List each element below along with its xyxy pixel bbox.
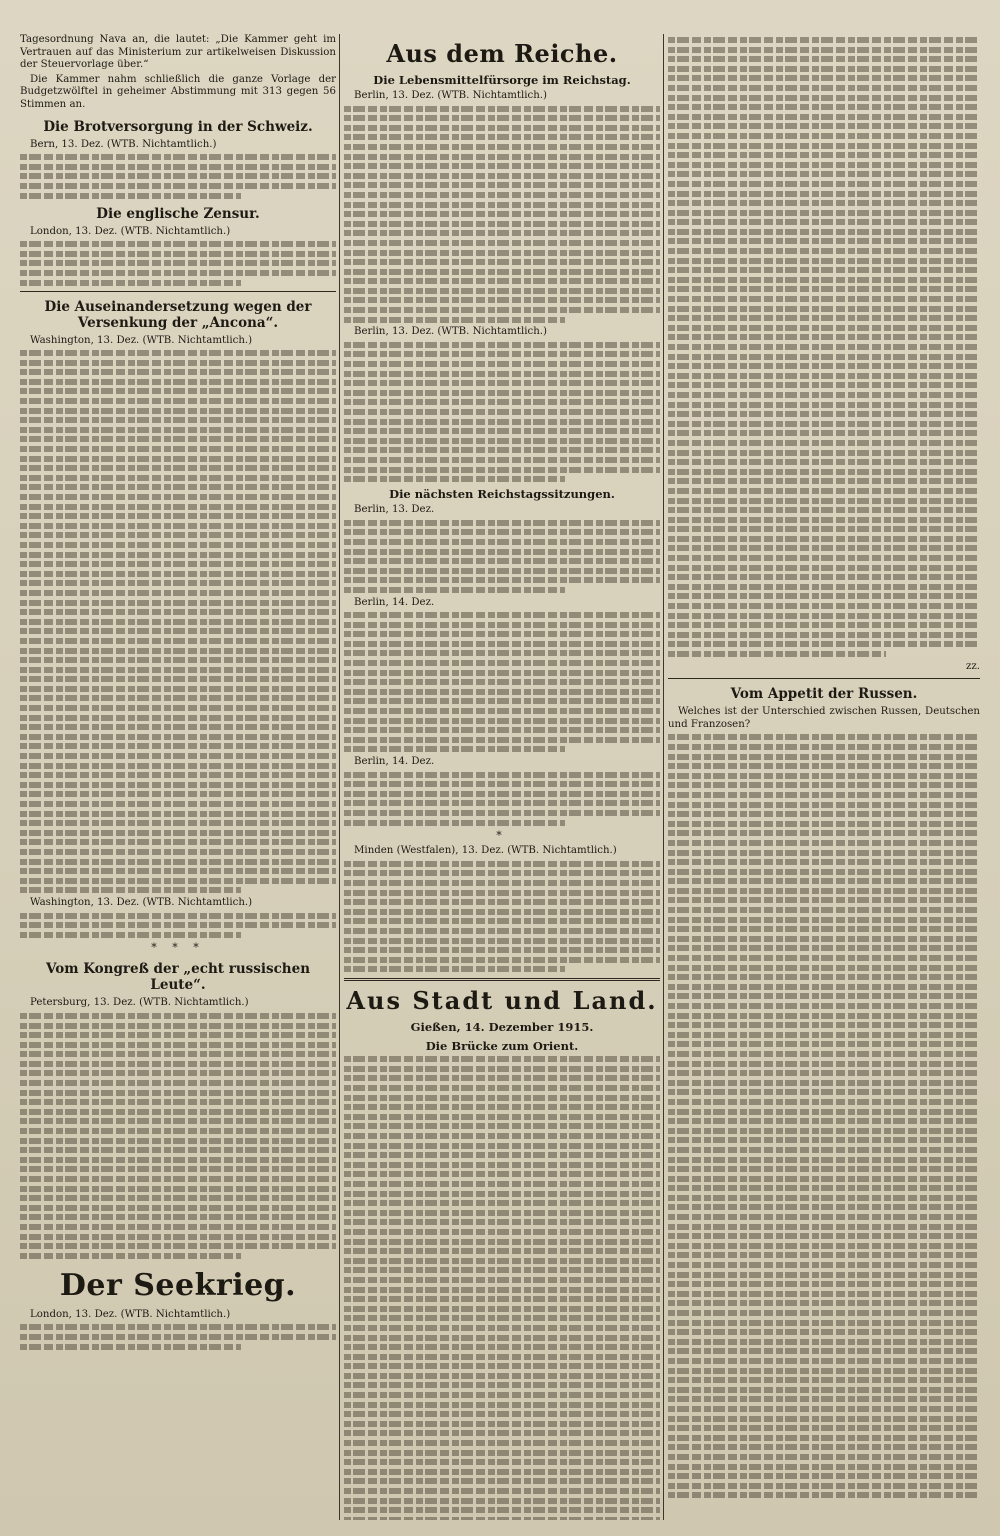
section-title: Der Seekrieg.: [59, 1267, 297, 1303]
article-dateline: Petersburg, 13. Dez. (WTB. Nichtamtlich.): [30, 997, 249, 1009]
article-body-placeholder: [20, 241, 336, 285]
article-body-placeholder: [344, 861, 660, 973]
article-dateline: London, 13. Dez. (WTB. Nichtamtlich.): [30, 1308, 231, 1320]
article-title: Vom Appetit der Russen.: [730, 686, 918, 703]
separator-stars: *: [496, 829, 508, 843]
article-body-placeholder: [20, 1013, 336, 1259]
article-dateline: Berlin, 13. Dez.: [354, 504, 435, 516]
article-title: Die Auseinandersetzung wegen der Versenkung der „Ancona“.: [44, 298, 312, 331]
article-body-placeholder: [668, 37, 980, 657]
column-middle: [344, 34, 660, 1520]
article-body-placeholder: [344, 612, 660, 752]
article-title: Vom Kongreß der „echt russischen Leute“.: [45, 961, 311, 994]
article-title: Die englische Zensur.: [96, 205, 260, 222]
article-dateline: London, 13. Dez. (WTB. Nichtamtlich.): [30, 225, 231, 237]
section-title: Aus dem Reiche.: [386, 39, 618, 68]
article-dateline: Minden (Westfalen), 13. Dez. (WTB. Nichtamtlich.): [354, 845, 617, 857]
article-body-placeholder: [344, 1056, 660, 1520]
divider: [20, 291, 336, 292]
column-right: [668, 34, 980, 1520]
article-body-placeholder: [20, 913, 336, 938]
article-body-placeholder: [344, 772, 660, 826]
article-title: Die Brücke zum Orient.: [425, 1039, 579, 1054]
signoff: zz.: [966, 660, 980, 672]
article-title: Die Lebensmittelfürsorge im Reichstag.: [373, 73, 631, 87]
intro-text: Die Kammer nahm schließlich die ganze Vorlage der Budgetzwölftel in geheimer Abstimmung mit 313 gegen 56 Stimmen an.: [20, 73, 336, 110]
separator-stars: * * *: [151, 941, 205, 955]
column-rule: [339, 34, 340, 1520]
article-body-placeholder: [20, 1324, 336, 1349]
section-dateline: Gießen, 14. Dezember 1915.: [410, 1020, 594, 1035]
article-body-placeholder: [20, 154, 336, 198]
article-dateline: Berlin, 13. Dez. (WTB. Nichtamtlich.): [354, 90, 547, 101]
article-body-placeholder: [344, 106, 660, 323]
article-dateline: Washington, 13. Dez. (WTB. Nichtamtlich.): [30, 334, 253, 346]
article-dateline: Berlin, 13. Dez. (WTB. Nichtamtlich.): [354, 326, 547, 338]
article-dateline: Berlin, 14. Dez.: [354, 756, 435, 767]
article-body-placeholder: [20, 350, 336, 893]
article-body-placeholder: [344, 520, 660, 593]
article-title: Die Brotversorgung in der Schweiz.: [43, 118, 313, 135]
divider: [668, 678, 980, 679]
article-dateline: Bern, 13. Dez. (WTB. Nichtamtlich.): [30, 138, 217, 150]
intro-text: Tagesordnung Nava an, die lautet: „Die Kammer geht im Vertrauen auf das Ministerium zur artikelweisen Diskussion der Steuervorlage über.“: [20, 34, 336, 71]
article-dateline: Washington, 13. Dez. (WTB. Nichtamtlich.): [30, 896, 253, 908]
article-body-placeholder: [344, 342, 660, 482]
article-body-placeholder: [668, 734, 980, 1498]
divider: [344, 978, 660, 981]
article-title: Die nächsten Reichstagssitzungen.: [389, 487, 615, 502]
column-rule: [663, 34, 664, 1520]
article-opening: Welches ist der Unterschied zwischen Russen, Deutschen und Franzosen?: [668, 706, 980, 730]
column-left: [20, 34, 336, 1520]
section-title: Aus Stadt und Land.: [346, 986, 658, 1016]
article-dateline: Berlin, 14. Dez.: [354, 596, 435, 608]
